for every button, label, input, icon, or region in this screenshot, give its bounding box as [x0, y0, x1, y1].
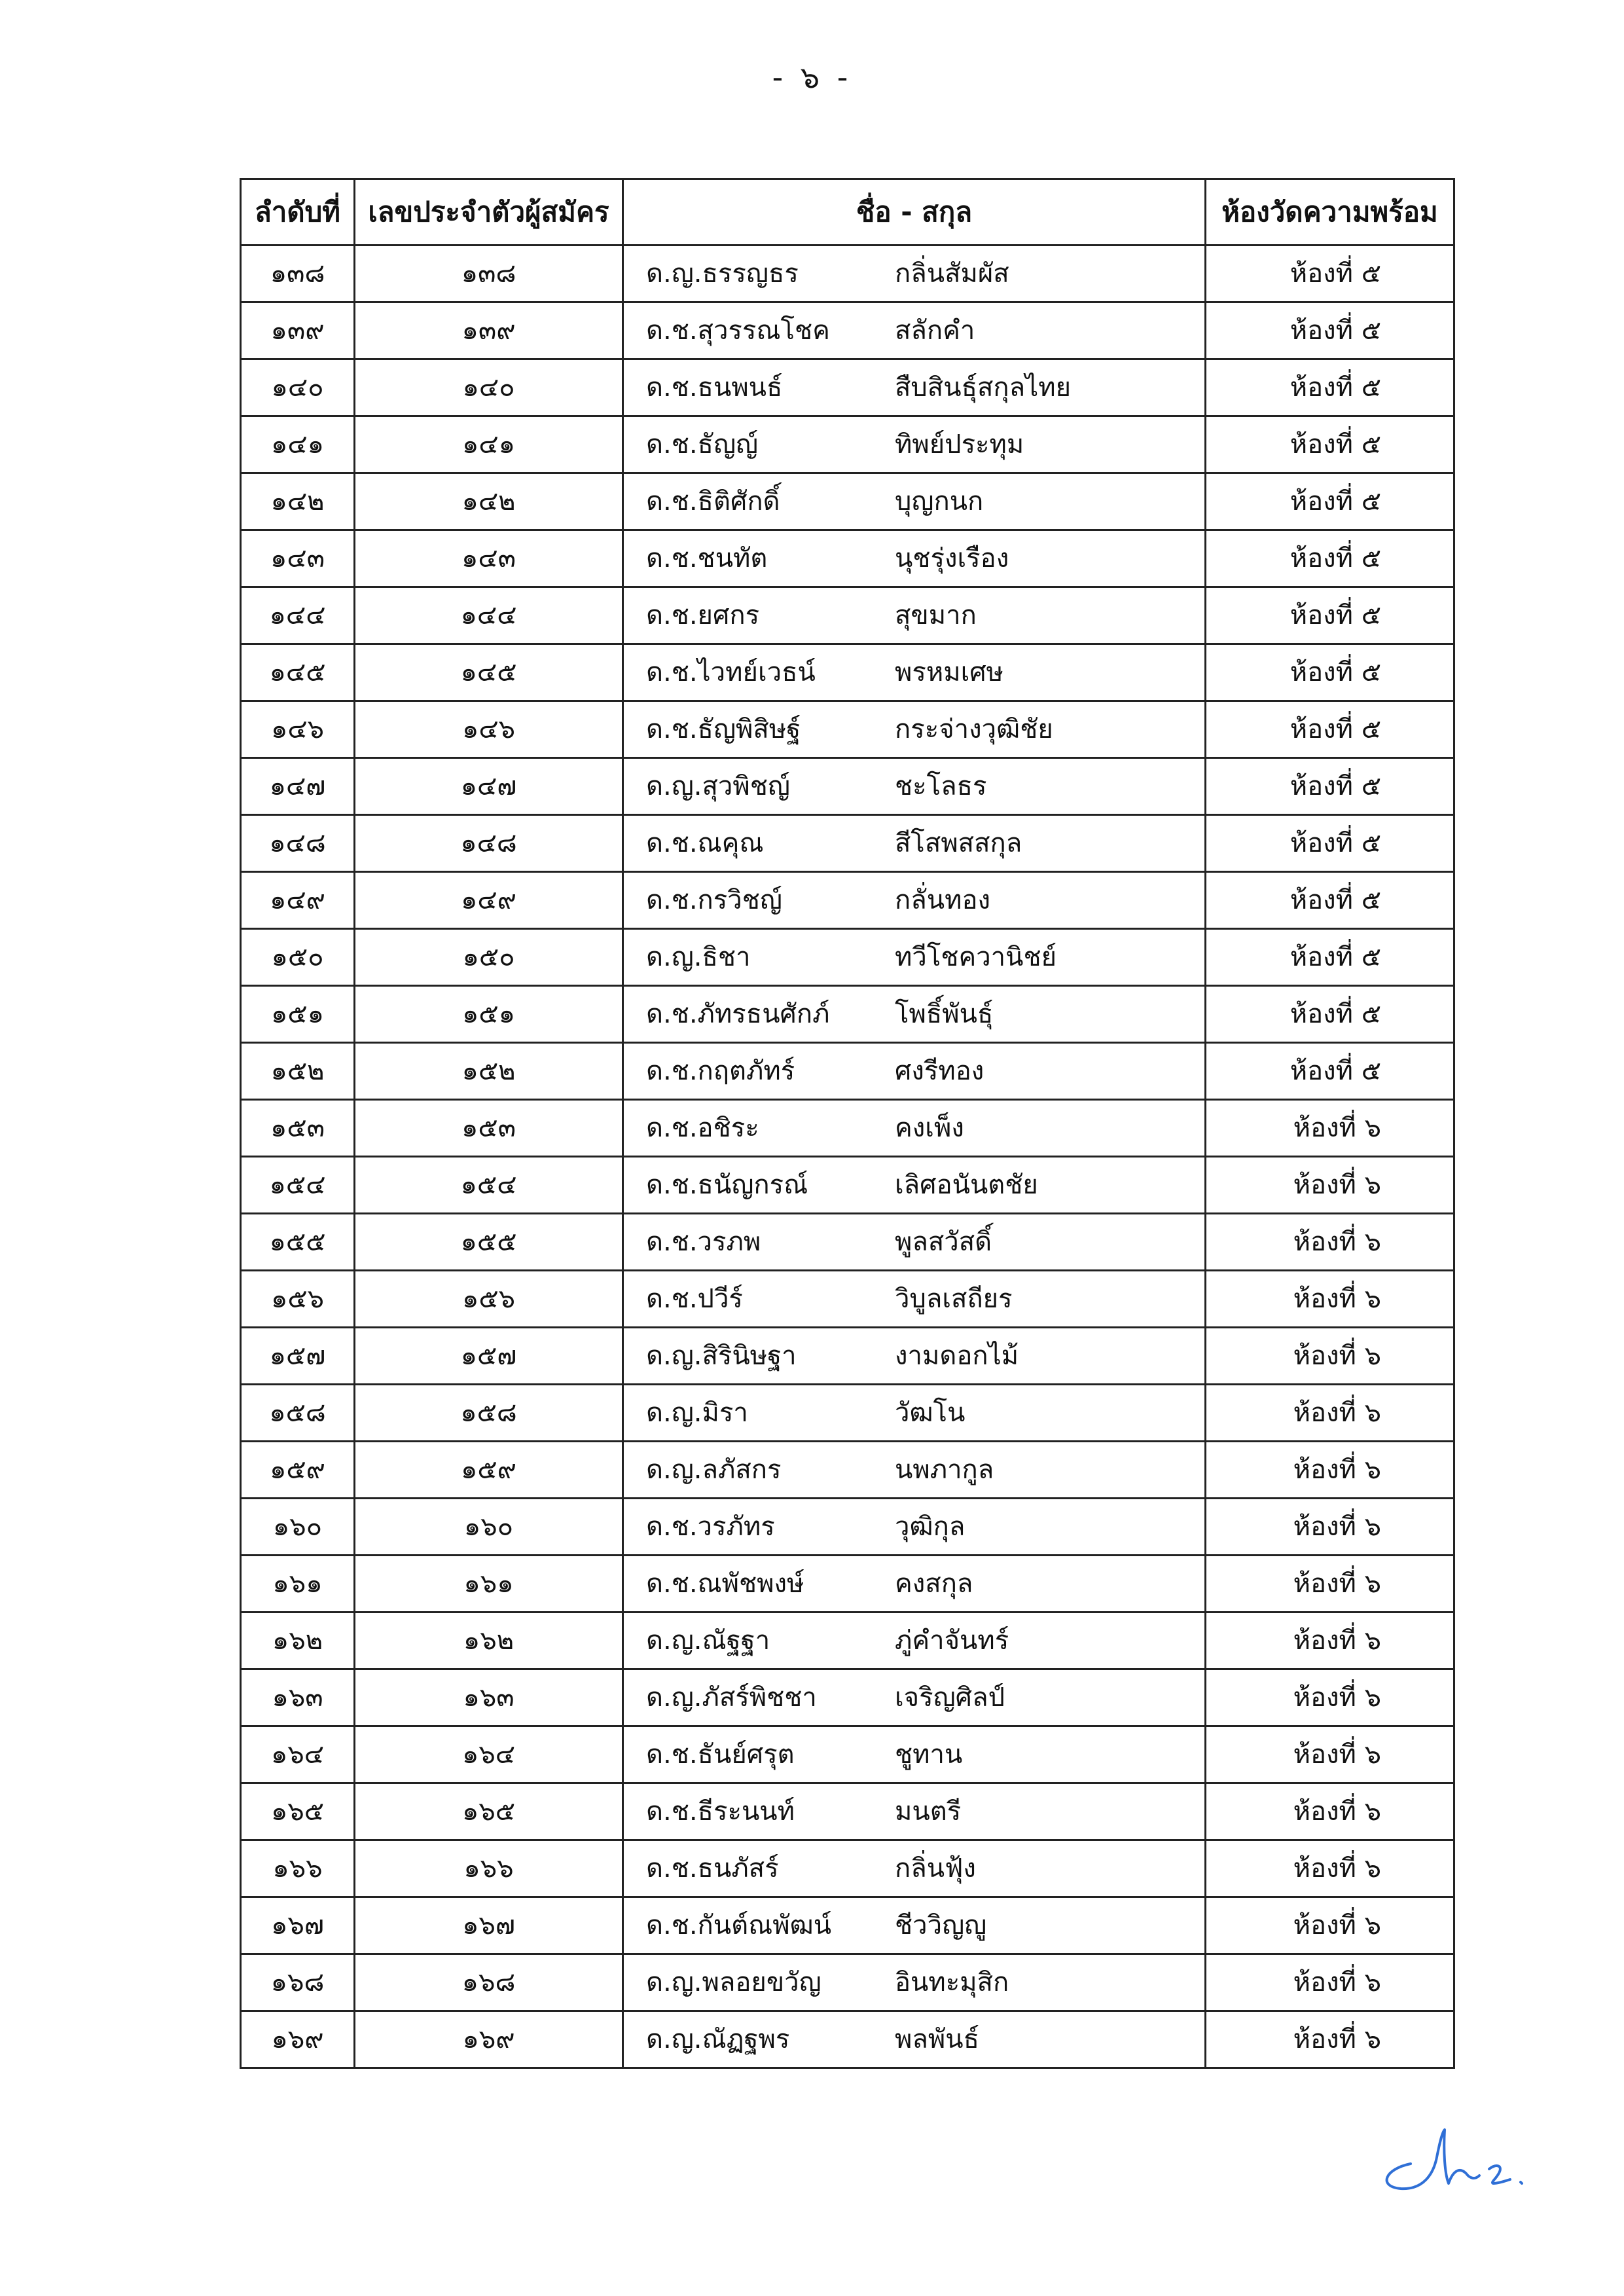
- cell-room: ห้องที่ ๖: [1206, 1385, 1454, 1442]
- first-name: ด.ช.กันต์ณพัฒน์: [646, 1910, 832, 1941]
- table-header-row: [241, 179, 1454, 246]
- cell-name: [623, 644, 1206, 701]
- table-row: [241, 1157, 1454, 1214]
- last-name: มนตรี: [895, 1796, 962, 1827]
- first-name: ด.ช.อชิระ: [646, 1113, 759, 1143]
- header-room: ห้องวัดความพร้อม: [1206, 179, 1454, 246]
- last-name: ชูทาน: [895, 1740, 963, 1770]
- table-row: [241, 359, 1454, 416]
- table-row: [241, 302, 1454, 359]
- table-row: [241, 1214, 1454, 1271]
- last-name: พรหมเศษ: [895, 657, 1004, 687]
- cell-applicant-id: ๑๕๔: [355, 1157, 623, 1214]
- first-name: ด.ช.กฤตภัทร์: [646, 1056, 795, 1086]
- first-name: ด.ญ.ธรรญธร: [646, 259, 799, 289]
- cell-applicant-id: ๑๓๙: [355, 302, 623, 359]
- first-name: ด.ญ.ณัฏฐพร: [646, 2024, 790, 2054]
- first-name: ด.ช.ธนพนธ์: [646, 373, 783, 403]
- last-name: คงสกุล: [895, 1569, 973, 1599]
- cell-name: [623, 1328, 1206, 1385]
- cell-room: ห้องที่ ๕: [1206, 644, 1454, 701]
- cell-seq: ๑๖๖: [241, 1840, 355, 1897]
- cell-applicant-id: ๑๖๔: [355, 1726, 623, 1783]
- cell-seq: ๑๖๗: [241, 1897, 355, 1954]
- cell-applicant-id: ๑๕๙: [355, 1442, 623, 1499]
- last-name: วิบูลเสถียร: [895, 1284, 1013, 1314]
- first-name: ด.ช.ธัญพิสิษฐ์: [646, 714, 801, 744]
- cell-applicant-id: ๑๖๗: [355, 1897, 623, 1954]
- cell-seq: ๑๔๒: [241, 473, 355, 530]
- cell-applicant-id: ๑๖๒: [355, 1613, 623, 1669]
- cell-room: ห้องที่ ๕: [1206, 986, 1454, 1043]
- table-row: [241, 1442, 1454, 1499]
- cell-name: [623, 1499, 1206, 1556]
- cell-room: ห้องที่ ๖: [1206, 1100, 1454, 1157]
- last-name: บุญกนก: [895, 486, 984, 517]
- first-name: ด.ช.ธิติศักดิ์: [646, 486, 780, 517]
- last-name: ทิพย์ประทุม: [895, 429, 1024, 460]
- cell-room: ห้องที่ ๕: [1206, 587, 1454, 644]
- cell-room: ห้องที่ ๕: [1206, 473, 1454, 530]
- cell-seq: ๑๕๙: [241, 1442, 355, 1499]
- cell-seq: ๑๖๕: [241, 1783, 355, 1840]
- cell-seq: ๑๖๐: [241, 1499, 355, 1556]
- cell-room: ห้องที่ ๕: [1206, 1043, 1454, 1100]
- applicant-table: [240, 178, 1455, 2069]
- cell-room: ห้องที่ ๕: [1206, 929, 1454, 986]
- table-row: [241, 1328, 1454, 1385]
- first-name: ด.ช.ธีระนนท์: [646, 1796, 795, 1827]
- cell-applicant-id: ๑๖๕: [355, 1783, 623, 1840]
- cell-name: [623, 359, 1206, 416]
- cell-name: [623, 1783, 1206, 1840]
- last-name: คงเพ็ง: [895, 1113, 964, 1143]
- cell-seq: ๑๔๙: [241, 872, 355, 929]
- table-row: [241, 416, 1454, 473]
- first-name: ด.ญ.ธิชา: [646, 942, 751, 972]
- table-row: [241, 1669, 1454, 1726]
- cell-room: ห้องที่ ๕: [1206, 530, 1454, 587]
- last-name: งามดอกไม้: [895, 1341, 1019, 1371]
- page-number: - ๖ -: [772, 60, 852, 95]
- cell-room: ห้องที่ ๖: [1206, 1271, 1454, 1328]
- first-name: ด.ช.ปวีร์: [646, 1284, 743, 1314]
- first-name: ด.ญ.ลภัสกร: [646, 1455, 782, 1485]
- cell-applicant-id: ๑๕๘: [355, 1385, 623, 1442]
- cell-name: [623, 986, 1206, 1043]
- cell-room: ห้องที่ ๖: [1206, 1783, 1454, 1840]
- cell-applicant-id: ๑๖๑: [355, 1556, 623, 1613]
- cell-applicant-id: ๑๔๙: [355, 872, 623, 929]
- table-body: [241, 246, 1454, 2068]
- first-name: ด.ช.สุวรรณโชค: [646, 316, 830, 346]
- first-name: ด.ญ.ภัสร์พิชชา: [646, 1683, 817, 1713]
- cell-name: [623, 1157, 1206, 1214]
- cell-name: [623, 1556, 1206, 1613]
- last-name: เจริญศิลป์: [895, 1683, 1005, 1713]
- cell-name: [623, 246, 1206, 302]
- table-row: [241, 758, 1454, 815]
- last-name: วัฒโน: [895, 1398, 965, 1428]
- cell-name: [623, 2011, 1206, 2068]
- cell-name: [623, 1214, 1206, 1271]
- cell-room: ห้องที่ ๕: [1206, 359, 1454, 416]
- cell-room: ห้องที่ ๖: [1206, 1613, 1454, 1669]
- cell-seq: ๑๕๘: [241, 1385, 355, 1442]
- cell-seq: ๑๔๘: [241, 815, 355, 872]
- header-name: ชื่อ - สกุล: [623, 179, 1206, 246]
- first-name: ด.ช.ไวทย์เวธน์: [646, 657, 816, 687]
- cell-applicant-id: ๑๔๕: [355, 644, 623, 701]
- cell-applicant-id: ๑๓๘: [355, 246, 623, 302]
- table-row: [241, 644, 1454, 701]
- table-row: [241, 1499, 1454, 1556]
- cell-seq: ๑๓๙: [241, 302, 355, 359]
- table-row: [241, 1783, 1454, 1840]
- cell-applicant-id: ๑๔๖: [355, 701, 623, 758]
- first-name: ด.ช.วรภพ: [646, 1227, 761, 1257]
- cell-room: ห้องที่ ๖: [1206, 1669, 1454, 1726]
- table-row: [241, 1271, 1454, 1328]
- cell-applicant-id: ๑๖๓: [355, 1669, 623, 1726]
- last-name: ศงรีทอง: [895, 1056, 984, 1086]
- last-name: ชะโลธร: [895, 771, 987, 801]
- table-row: [241, 530, 1454, 587]
- cell-room: ห้องที่ ๖: [1206, 2011, 1454, 2068]
- cell-applicant-id: ๑๔๑: [355, 416, 623, 473]
- cell-applicant-id: ๑๖๐: [355, 1499, 623, 1556]
- cell-room: ห้องที่ ๖: [1206, 1556, 1454, 1613]
- last-name: เลิศอนันตชัย: [895, 1170, 1038, 1200]
- cell-room: ห้องที่ ๕: [1206, 246, 1454, 302]
- cell-applicant-id: ๑๕๐: [355, 929, 623, 986]
- cell-applicant-id: ๑๔๒: [355, 473, 623, 530]
- last-name: สุขมาก: [895, 600, 977, 630]
- cell-applicant-id: ๑๕๒: [355, 1043, 623, 1100]
- cell-seq: ๑๖๘: [241, 1954, 355, 2011]
- last-name: พลพันธ์: [895, 2024, 980, 2054]
- cell-name: [623, 872, 1206, 929]
- first-name: ด.ช.ณคุณ: [646, 828, 764, 858]
- cell-seq: ๑๔๕: [241, 644, 355, 701]
- last-name: ภู่คำจันทร์: [895, 1626, 1009, 1656]
- cell-seq: ๑๕๔: [241, 1157, 355, 1214]
- first-name: ด.ช.กรวิชญ์: [646, 885, 782, 915]
- cell-name: [623, 815, 1206, 872]
- table-row: [241, 1043, 1454, 1100]
- header-applicant-id: เลขประจำตัวผู้สมัคร: [355, 179, 623, 246]
- cell-name: [623, 1954, 1206, 2011]
- cell-name: [623, 701, 1206, 758]
- table-row: [241, 587, 1454, 644]
- table-row: [241, 872, 1454, 929]
- cell-name: [623, 1442, 1206, 1499]
- first-name: ด.ช.ธนัญกรณ์: [646, 1170, 808, 1200]
- table-row: [241, 986, 1454, 1043]
- cell-seq: ๑๔๗: [241, 758, 355, 815]
- first-name: ด.ช.ชนทัต: [646, 543, 768, 574]
- table-row: [241, 1726, 1454, 1783]
- cell-room: ห้องที่ ๕: [1206, 758, 1454, 815]
- table-row: [241, 1100, 1454, 1157]
- table-row: [241, 246, 1454, 302]
- cell-name: [623, 416, 1206, 473]
- cell-room: ห้องที่ ๕: [1206, 815, 1454, 872]
- cell-applicant-id: ๑๔๓: [355, 530, 623, 587]
- first-name: ด.ญ.มิรา: [646, 1398, 748, 1428]
- cell-room: ห้องที่ ๖: [1206, 1328, 1454, 1385]
- first-name: ด.ช.ยศกร: [646, 600, 760, 630]
- table-row: [241, 473, 1454, 530]
- cell-applicant-id: ๑๔๘: [355, 815, 623, 872]
- cell-applicant-id: ๑๖๖: [355, 1840, 623, 1897]
- cell-applicant-id: ๑๕๑: [355, 986, 623, 1043]
- last-name: กลิ่นสัมผัส: [895, 259, 1009, 289]
- cell-name: [623, 1613, 1206, 1669]
- cell-room: ห้องที่ ๖: [1206, 1954, 1454, 2011]
- cell-seq: ๑๕๗: [241, 1328, 355, 1385]
- first-name: ด.ญ.ณัฐฐา: [646, 1626, 770, 1656]
- table-row: [241, 1840, 1454, 1897]
- cell-seq: ๑๖๓: [241, 1669, 355, 1726]
- table-row: [241, 1556, 1454, 1613]
- table-row: [241, 1385, 1454, 1442]
- table-row: [241, 929, 1454, 986]
- last-name: กลั่นทอง: [895, 885, 990, 915]
- cell-seq: ๑๕๒: [241, 1043, 355, 1100]
- cell-room: ห้องที่ ๖: [1206, 1726, 1454, 1783]
- last-name: ทวีโชควานิชย์: [895, 942, 1057, 972]
- cell-applicant-id: ๑๕๓: [355, 1100, 623, 1157]
- first-name: ด.ญ.สุวพิชญ์: [646, 771, 790, 801]
- cell-seq: ๑๔๓: [241, 530, 355, 587]
- cell-seq: ๑๔๐: [241, 359, 355, 416]
- first-name: ด.ช.วรภัทร: [646, 1512, 775, 1542]
- cell-room: ห้องที่ ๕: [1206, 302, 1454, 359]
- last-name: สีโสพสสกุล: [895, 828, 1022, 858]
- cell-room: ห้องที่ ๖: [1206, 1157, 1454, 1214]
- cell-seq: ๑๖๒: [241, 1613, 355, 1669]
- cell-name: [623, 929, 1206, 986]
- cell-name: [623, 1100, 1206, 1157]
- cell-name: [623, 1385, 1206, 1442]
- first-name: ด.ช.ณพัชพงษ์: [646, 1569, 804, 1599]
- first-name: ด.ช.ธันย์ศรุต: [646, 1740, 795, 1770]
- last-name: สลักคำ: [895, 316, 975, 346]
- first-name: ด.ญ.สิรินิษฐา: [646, 1341, 797, 1371]
- first-name: ด.ช.ธนภัสร์: [646, 1853, 779, 1884]
- table-row: [241, 701, 1454, 758]
- signature-mark: [1371, 2118, 1535, 2196]
- cell-seq: ๑๕๖: [241, 1271, 355, 1328]
- last-name: ชีววิญญู: [895, 1910, 987, 1941]
- cell-seq: ๑๕๐: [241, 929, 355, 986]
- last-name: พูลสวัสดิ์: [895, 1227, 992, 1257]
- cell-name: [623, 1726, 1206, 1783]
- cell-seq: ๑๔๔: [241, 587, 355, 644]
- last-name: โพธิ์พันธุ์: [895, 999, 994, 1029]
- table-row: [241, 1613, 1454, 1669]
- cell-applicant-id: ๑๖๙: [355, 2011, 623, 2068]
- cell-seq: ๑๔๖: [241, 701, 355, 758]
- last-name: กลิ่นฟุ้ง: [895, 1853, 976, 1884]
- last-name: วุฒิกุล: [895, 1512, 965, 1542]
- cell-name: [623, 302, 1206, 359]
- header-seq: ลำดับที่: [241, 179, 355, 246]
- table-row: [241, 1954, 1454, 2011]
- cell-room: ห้องที่ ๖: [1206, 1499, 1454, 1556]
- cell-name: [623, 587, 1206, 644]
- cell-room: ห้องที่ ๕: [1206, 872, 1454, 929]
- last-name: สืบสินธุ์สกุลไทย: [895, 373, 1072, 403]
- cell-room: ห้องที่ ๖: [1206, 1840, 1454, 1897]
- table-row: [241, 815, 1454, 872]
- cell-seq: ๑๖๑: [241, 1556, 355, 1613]
- cell-name: [623, 473, 1206, 530]
- cell-applicant-id: ๑๖๘: [355, 1954, 623, 2011]
- cell-name: [623, 1271, 1206, 1328]
- cell-applicant-id: ๑๕๕: [355, 1214, 623, 1271]
- cell-room: ห้องที่ ๕: [1206, 701, 1454, 758]
- table-row: [241, 1897, 1454, 1954]
- cell-name: [623, 1043, 1206, 1100]
- cell-room: ห้องที่ ๖: [1206, 1442, 1454, 1499]
- cell-seq: ๑๓๘: [241, 246, 355, 302]
- last-name: อินทะมุสิก: [895, 1967, 1009, 1997]
- table-row: [241, 2011, 1454, 2068]
- cell-applicant-id: ๑๕๗: [355, 1328, 623, 1385]
- cell-seq: ๑๔๑: [241, 416, 355, 473]
- last-name: นพภากูล: [895, 1455, 994, 1485]
- cell-seq: ๑๕๕: [241, 1214, 355, 1271]
- cell-room: ห้องที่ ๖: [1206, 1897, 1454, 1954]
- cell-name: [623, 758, 1206, 815]
- cell-seq: ๑๕๑: [241, 986, 355, 1043]
- last-name: นุชรุ่งเรือง: [895, 543, 1009, 574]
- cell-name: [623, 1669, 1206, 1726]
- cell-name: [623, 530, 1206, 587]
- cell-applicant-id: ๑๔๔: [355, 587, 623, 644]
- cell-name: [623, 1840, 1206, 1897]
- cell-applicant-id: ๑๔๗: [355, 758, 623, 815]
- first-name: ด.ช.ธัญญ์: [646, 429, 759, 460]
- cell-seq: ๑๖๔: [241, 1726, 355, 1783]
- cell-seq: ๑๕๓: [241, 1100, 355, 1157]
- cell-applicant-id: ๑๕๖: [355, 1271, 623, 1328]
- cell-room: ห้องที่ ๖: [1206, 1214, 1454, 1271]
- first-name: ด.ญ.พลอยขวัญ: [646, 1967, 821, 1997]
- cell-seq: ๑๖๙: [241, 2011, 355, 2068]
- cell-applicant-id: ๑๔๐: [355, 359, 623, 416]
- first-name: ด.ช.ภัทรธนศักภ์: [646, 999, 830, 1029]
- last-name: กระจ่างวุฒิชัย: [895, 714, 1053, 744]
- cell-room: ห้องที่ ๕: [1206, 416, 1454, 473]
- cell-name: [623, 1897, 1206, 1954]
